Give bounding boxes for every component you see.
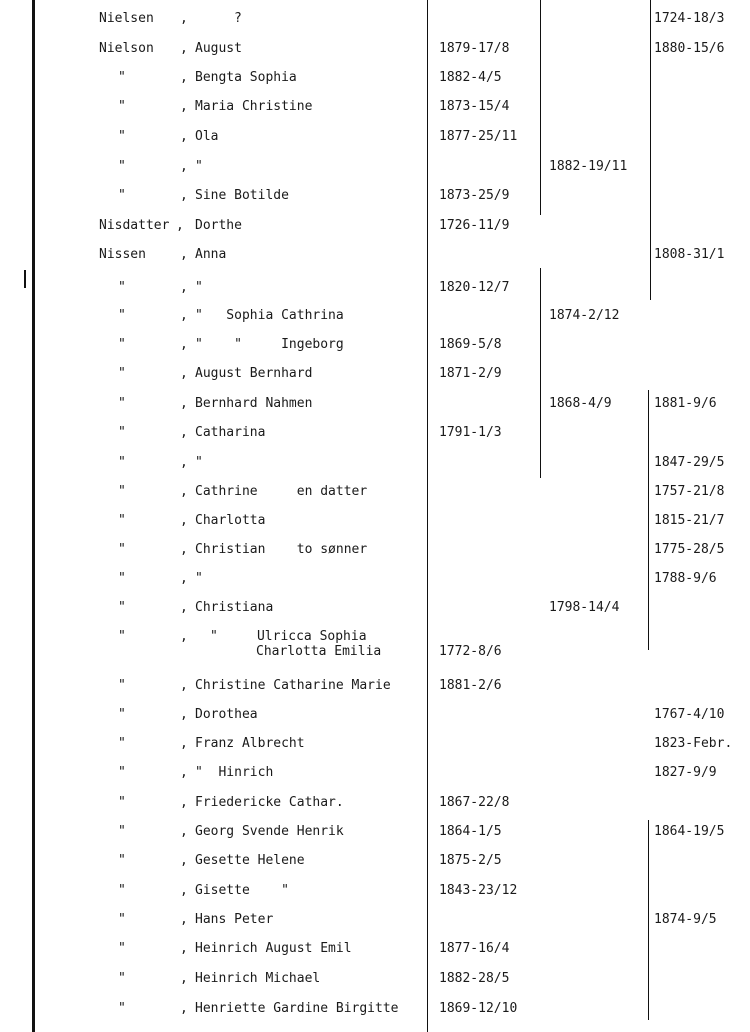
register-row bbox=[0, 707, 750, 731]
name-separator: , bbox=[180, 853, 188, 868]
death-date-cell: 1827-9/9 bbox=[654, 765, 717, 780]
death-date-cell: 1881-9/6 bbox=[654, 396, 717, 411]
name-separator: , bbox=[180, 629, 188, 644]
surname-cell: " bbox=[118, 337, 126, 352]
name-separator: , bbox=[180, 513, 188, 528]
name-separator: , bbox=[180, 765, 188, 780]
register-row bbox=[0, 629, 750, 659]
register-row bbox=[0, 366, 750, 390]
name-separator: , bbox=[180, 678, 188, 693]
name-separator: , bbox=[180, 41, 188, 56]
surname-cell: " bbox=[118, 824, 126, 839]
surname-cell: Nielson bbox=[99, 41, 154, 56]
surname-cell: " bbox=[118, 280, 126, 295]
given-name-cell: " Ulricca Sophia bbox=[210, 629, 367, 644]
baptism-date-cell: 1874-2/12 bbox=[549, 308, 620, 323]
name-separator: , bbox=[180, 366, 188, 381]
register-row bbox=[0, 484, 750, 508]
given-name-cell: " Hinrich bbox=[195, 765, 274, 780]
surname-cell: " bbox=[118, 366, 126, 381]
surname-cell: Nissen bbox=[99, 247, 146, 262]
surname-cell: " bbox=[118, 455, 126, 470]
surname-cell: " bbox=[118, 629, 126, 644]
surname-cell: " bbox=[118, 765, 126, 780]
name-separator: , bbox=[180, 396, 188, 411]
given-name-cell: " bbox=[195, 455, 203, 470]
name-separator: , bbox=[180, 971, 188, 986]
given-name-cell: " bbox=[195, 280, 203, 295]
given-name-cell: Dorthe bbox=[195, 218, 242, 233]
birth-date-cell: 1881-2/6 bbox=[439, 678, 502, 693]
surname-cell: " bbox=[118, 736, 126, 751]
given-name-cell: " bbox=[195, 571, 203, 586]
register-row bbox=[0, 678, 750, 702]
given-name-cell: Charlotta bbox=[195, 513, 266, 528]
register-row bbox=[0, 971, 750, 995]
given-name-cell: ? bbox=[234, 11, 242, 26]
surname-cell: " bbox=[118, 484, 126, 499]
death-date-cell: 1880-15/6 bbox=[654, 41, 725, 56]
surname-cell: " bbox=[118, 795, 126, 810]
register-row bbox=[0, 765, 750, 789]
register-row bbox=[0, 853, 750, 877]
name-separator: , bbox=[180, 941, 188, 956]
birth-date-cell: 1873-25/9 bbox=[439, 188, 510, 203]
given-name-cell: Henriette Gardine Birgitte bbox=[195, 1001, 399, 1016]
register-row bbox=[0, 736, 750, 760]
name-separator: , bbox=[180, 707, 188, 722]
given-name-cell: " " Ingeborg bbox=[195, 337, 344, 352]
register-row bbox=[0, 159, 750, 183]
given-name-cell: Christiana bbox=[195, 600, 274, 615]
baptism-date-cell: 1868-4/9 bbox=[549, 396, 612, 411]
name-separator: , bbox=[180, 736, 188, 751]
name-separator: , bbox=[180, 1001, 188, 1016]
surname-cell: Nielsen bbox=[99, 11, 154, 26]
register-row bbox=[0, 795, 750, 819]
given-name-cell: Hans Peter bbox=[195, 912, 274, 927]
name-separator: , bbox=[180, 308, 188, 323]
register-row bbox=[0, 600, 750, 624]
name-separator: , bbox=[180, 159, 188, 174]
surname-cell: " bbox=[118, 707, 126, 722]
given-name-cell: Franz Albrecht bbox=[195, 736, 305, 751]
given-name-cell: Bernhard Nahmen bbox=[195, 396, 313, 411]
death-date-cell: 1767-4/10 bbox=[654, 707, 725, 722]
register-row bbox=[0, 542, 750, 566]
surname-cell: " bbox=[118, 129, 126, 144]
birth-date-cell: 1873-15/4 bbox=[439, 99, 510, 114]
name-separator: , bbox=[180, 912, 188, 927]
surname-cell: " bbox=[118, 678, 126, 693]
given-name-cell: Christine Catharine Marie bbox=[195, 678, 391, 693]
birth-date-cell: 1877-16/4 bbox=[439, 941, 510, 956]
birth-date-cell: 1869-5/8 bbox=[439, 337, 502, 352]
birth-date-cell: 1867-22/8 bbox=[439, 795, 510, 810]
surname-cell: " bbox=[118, 1001, 126, 1016]
death-date-cell: 1823-Febr. bbox=[654, 736, 733, 751]
name-separator: , bbox=[180, 425, 188, 440]
register-row bbox=[0, 11, 750, 35]
birth-date-cell: 1843-23/12 bbox=[439, 883, 518, 898]
register-row bbox=[0, 218, 750, 242]
register-row bbox=[0, 308, 750, 332]
register-row bbox=[0, 99, 750, 123]
baptism-date-cell: 1882-19/11 bbox=[549, 159, 628, 174]
given-name-cell: Bengta Sophia bbox=[195, 70, 297, 85]
given-name-continuation: Charlotta Emilia bbox=[256, 644, 382, 659]
given-name-cell: Christian to sønner bbox=[195, 542, 368, 557]
name-separator: , bbox=[180, 99, 188, 114]
surname-cell: " bbox=[118, 883, 126, 898]
surname-cell: " bbox=[118, 912, 126, 927]
death-date-cell: 1815-21/7 bbox=[654, 513, 725, 528]
register-row bbox=[0, 571, 750, 595]
birth-date-cell: 1882-4/5 bbox=[439, 70, 502, 85]
birth-date-cell: 1820-12/7 bbox=[439, 280, 510, 295]
death-date-cell: 1775-28/5 bbox=[654, 542, 725, 557]
name-separator: , bbox=[180, 571, 188, 586]
name-separator: , bbox=[180, 542, 188, 557]
birth-date-cell: 1877-25/11 bbox=[439, 129, 518, 144]
death-date-cell: 1788-9/6 bbox=[654, 571, 717, 586]
birth-date-cell: 1869-12/10 bbox=[439, 1001, 518, 1016]
given-name-cell: Anna bbox=[195, 247, 227, 262]
register-row bbox=[0, 912, 750, 936]
surname-cell: " bbox=[118, 941, 126, 956]
name-separator: , bbox=[180, 484, 188, 499]
death-date-cell: 1874-9/5 bbox=[654, 912, 717, 927]
register-row bbox=[0, 247, 750, 271]
birth-date-cell: 1864-1/5 bbox=[439, 824, 502, 839]
surname-cell: " bbox=[118, 513, 126, 528]
name-separator: , bbox=[180, 70, 188, 85]
baptism-date-cell: 1798-14/4 bbox=[549, 600, 620, 615]
register-row bbox=[0, 1001, 750, 1025]
register-row bbox=[0, 883, 750, 907]
surname-cell: " bbox=[118, 971, 126, 986]
birth-date-cell: 1726-11/9 bbox=[439, 218, 510, 233]
given-name-cell: " bbox=[195, 159, 203, 174]
given-name-cell: Heinrich Michael bbox=[195, 971, 321, 986]
register-row bbox=[0, 280, 750, 304]
given-name-cell: Catharina bbox=[195, 425, 266, 440]
register-row bbox=[0, 455, 750, 479]
name-separator: , bbox=[180, 247, 188, 262]
surname-cell: " bbox=[118, 542, 126, 557]
register-row bbox=[0, 425, 750, 449]
register-row bbox=[0, 824, 750, 848]
given-name-cell: Ola bbox=[195, 129, 219, 144]
register-row bbox=[0, 337, 750, 361]
death-date-cell: 1757-21/8 bbox=[654, 484, 725, 499]
given-name-cell: Gisette " bbox=[195, 883, 289, 898]
surname-cell: " bbox=[118, 425, 126, 440]
name-separator: , bbox=[180, 795, 188, 810]
given-name-cell: August bbox=[195, 41, 242, 56]
surname-cell: " bbox=[118, 853, 126, 868]
birth-date-cell: 1879-17/8 bbox=[439, 41, 510, 56]
death-date-cell: 1864-19/5 bbox=[654, 824, 725, 839]
surname-cell: " bbox=[118, 70, 126, 85]
register-row bbox=[0, 70, 750, 94]
name-separator: , bbox=[180, 188, 188, 203]
given-name-cell: " Sophia Cathrina bbox=[195, 308, 344, 323]
surname-cell: Nisdatter bbox=[99, 218, 170, 233]
register-row bbox=[0, 41, 750, 65]
given-name-cell: Dorothea bbox=[195, 707, 258, 722]
register-row bbox=[0, 129, 750, 153]
name-separator: , bbox=[180, 280, 188, 295]
name-separator: , bbox=[180, 129, 188, 144]
name-separator: , bbox=[176, 218, 184, 233]
surname-cell: " bbox=[118, 159, 126, 174]
register-row bbox=[0, 941, 750, 965]
given-name-cell: Sine Botilde bbox=[195, 188, 289, 203]
name-separator: , bbox=[180, 337, 188, 352]
surname-cell: " bbox=[118, 308, 126, 323]
given-name-cell: Gesette Helene bbox=[195, 853, 305, 868]
given-name-cell: Georg Svende Henrik bbox=[195, 824, 344, 839]
name-separator: , bbox=[180, 11, 188, 26]
surname-cell: " bbox=[118, 188, 126, 203]
death-date-cell: 1808-31/1 bbox=[654, 247, 725, 262]
register-row bbox=[0, 513, 750, 537]
given-name-cell: Heinrich August Emil bbox=[195, 941, 352, 956]
birth-date-cell: 1791-1/3 bbox=[439, 425, 502, 440]
birth-date-cell: 1772-8/6 bbox=[439, 644, 502, 659]
given-name-cell: Friedericke Cathar. bbox=[195, 795, 344, 810]
name-separator: , bbox=[180, 455, 188, 470]
surname-cell: " bbox=[118, 396, 126, 411]
register-row bbox=[0, 188, 750, 212]
given-name-cell: Cathrine en datter bbox=[195, 484, 368, 499]
name-separator: , bbox=[180, 824, 188, 839]
surname-cell: " bbox=[118, 99, 126, 114]
name-separator: , bbox=[180, 600, 188, 615]
birth-date-cell: 1882-28/5 bbox=[439, 971, 510, 986]
death-date-cell: 1847-29/5 bbox=[654, 455, 725, 470]
given-name-cell: Maria Christine bbox=[195, 99, 313, 114]
death-date-cell: 1724-18/3 bbox=[654, 11, 725, 26]
surname-cell: " bbox=[118, 600, 126, 615]
birth-date-cell: 1875-2/5 bbox=[439, 853, 502, 868]
name-separator: , bbox=[180, 883, 188, 898]
surname-cell: " bbox=[118, 571, 126, 586]
birth-date-cell: 1871-2/9 bbox=[439, 366, 502, 381]
given-name-cell: August Bernhard bbox=[195, 366, 313, 381]
register-row bbox=[0, 396, 750, 420]
